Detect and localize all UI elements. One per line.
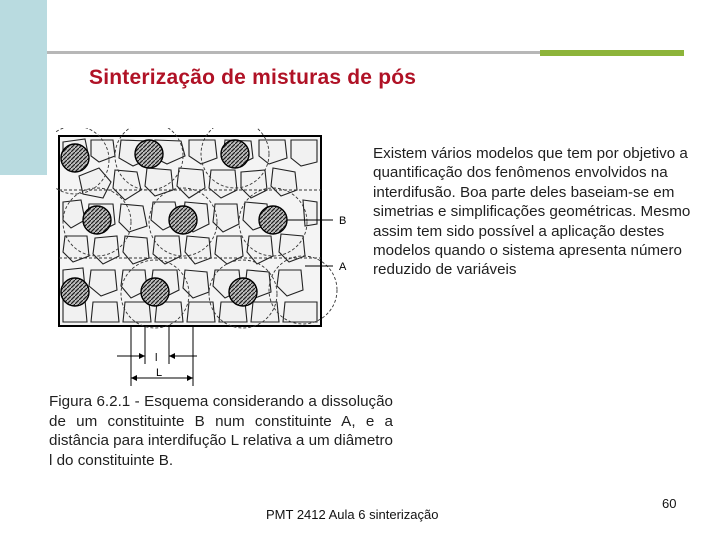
figure-caption: Figura 6.2.1 - Esquema considerando a dissolução de um constituinte B num constituinte A, e a distância para interdifução L relativa a um diâmetro l do constituinte B.: [49, 393, 393, 469]
label-a: A: [339, 261, 347, 273]
body-paragraph: Existem vários modelos que tem por objetivo a quantificação dos fenômenos envolvidos na interdifusão. Boa parte deles baseiam-se em simetrias e simplificações geométricas. Mesmo assim tem sido possível a aplicação destes modelos quando o sistema apresenta número reduzido de variáveis: [373, 145, 691, 279]
side-accent-block: [0, 0, 47, 175]
header-accent-rule: [540, 50, 684, 56]
microstructure-figure: [55, 128, 365, 390]
dimension-label-big-l: L: [156, 367, 163, 379]
slide-title: Sinterização de misturas de pós: [89, 66, 417, 89]
dimension-label-small-l: l: [155, 352, 158, 364]
footer-text: PMT 2412 Aula 6 sinterização: [266, 507, 439, 522]
page-number: 60: [662, 496, 677, 511]
label-b: B: [339, 215, 347, 227]
header-rule: [47, 51, 540, 54]
